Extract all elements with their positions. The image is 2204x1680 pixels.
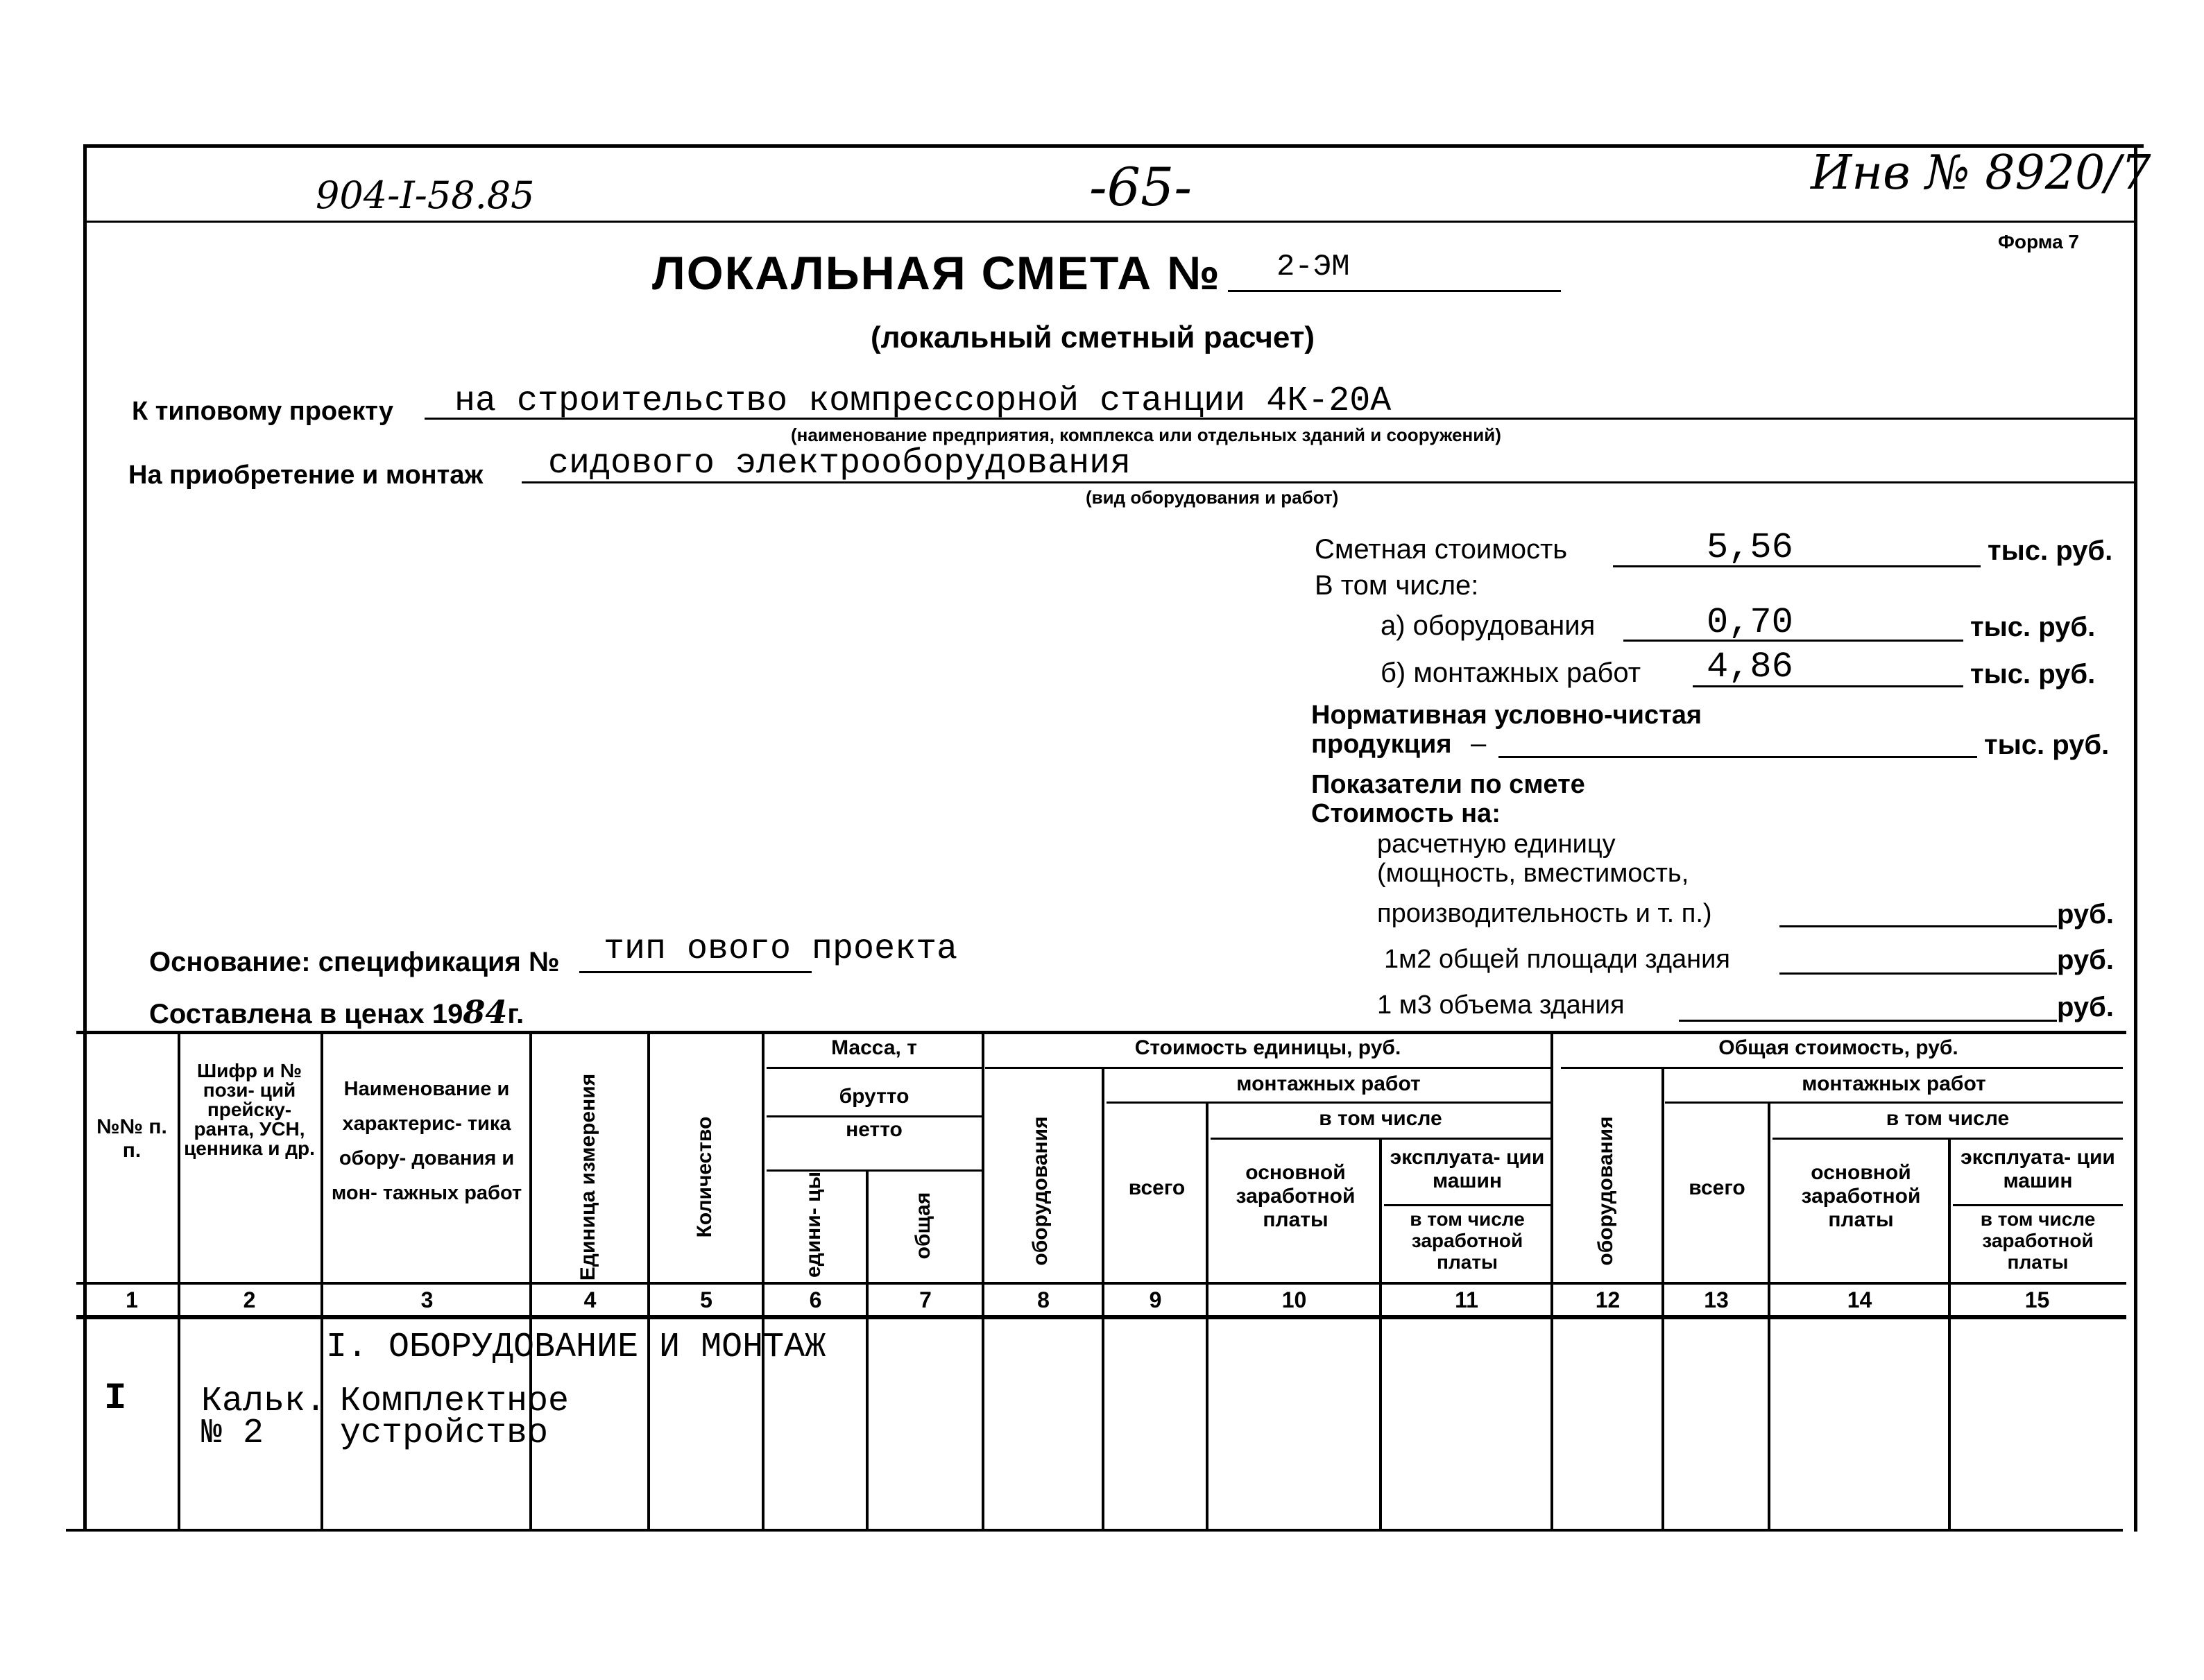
mounting-cost-label: б) монтажных работ — [1381, 658, 1641, 688]
basis-label: Основание: спецификация № — [149, 947, 560, 977]
row-number: I — [104, 1378, 127, 1420]
col-number-7: 7 — [919, 1287, 932, 1312]
total-cost-divider — [1561, 1067, 2123, 1069]
col-sep-12 — [1661, 1067, 1664, 1530]
col-sep-11 — [1551, 1031, 1553, 1530]
col-header-mass: Масса, т — [831, 1036, 917, 1059]
row-code-line-2: № 2 — [201, 1414, 264, 1453]
purchase-value: сидового электрооборудования — [548, 444, 1131, 483]
col-number-2: 2 — [243, 1287, 256, 1312]
mounting-cost-unit: тыс. руб. — [1970, 659, 2096, 689]
prices-year: 84 — [463, 993, 507, 1033]
col-header-total-cost: Общая стоимость, руб. — [1718, 1036, 1958, 1059]
table-bottom-line — [66, 1529, 2123, 1532]
basis-line — [579, 971, 812, 973]
normative-dash: – — [1471, 728, 1487, 759]
col-header-wage-1: основной заработной платы — [1236, 1161, 1356, 1231]
header-divider — [83, 221, 2137, 223]
col-header-code: Шифр и № пози- ций прейску- ранта, УСН, ценника и др. — [184, 1060, 315, 1159]
col-header-unit: Единица измерения — [576, 1073, 599, 1281]
col-header-total-1: всего — [1128, 1176, 1186, 1199]
col-number-6: 6 — [809, 1287, 822, 1312]
col-header-qty: Количество — [693, 1116, 716, 1238]
col-header-netto: нетто — [846, 1118, 903, 1141]
col-header-incl-1: в том числе — [1319, 1107, 1442, 1130]
unit-cost-line — [1779, 925, 2057, 927]
mounting-cost-value: 4,86 — [1707, 646, 1793, 687]
col-number-13: 13 — [1704, 1287, 1729, 1312]
section-title: I. ОБОРУДОВАНИЕ И МОНТАЖ — [326, 1328, 826, 1367]
col-header-mass-total: общая — [912, 1192, 934, 1260]
equipment-cost-label: а) оборудования — [1381, 610, 1596, 641]
col-number-15: 15 — [2024, 1287, 2050, 1312]
page-number: -65- — [1089, 156, 1193, 218]
normative-line — [1498, 756, 1977, 758]
including-label: В том числе: — [1315, 570, 1479, 601]
purchase-line — [522, 481, 2137, 483]
indicators-label: Показатели по смете — [1311, 770, 1585, 799]
col-sep-6 — [866, 1169, 869, 1530]
col-header-num: №№ п. п. — [96, 1115, 167, 1162]
col-number-4: 4 — [583, 1287, 597, 1312]
unit-line-3: производительность и т. п.) — [1377, 899, 1712, 928]
brutto-line — [767, 1115, 982, 1117]
col-header-brutto: брутто — [839, 1085, 909, 1108]
equipment-cost-value: 0,70 — [1707, 602, 1793, 643]
col-header-equip-2: оборудования — [1594, 1116, 1617, 1266]
col-number-3: 3 — [420, 1287, 434, 1312]
col-header-mass-unit: едини- цы — [802, 1171, 825, 1278]
normative-label-1: Нормативная условно-чистая — [1311, 701, 1702, 730]
cost-on-label: Стоимость на: — [1311, 799, 1501, 828]
col-sep-8 — [1102, 1067, 1104, 1530]
inventory-number: Инв № 8920/7 — [1811, 146, 2151, 200]
col-sep-1 — [178, 1031, 180, 1530]
normative-unit: тыс. руб. — [1984, 730, 2110, 760]
mount-divider-1 — [1107, 1102, 1551, 1104]
volume-line — [1679, 1020, 2057, 1022]
col-sep-7 — [982, 1031, 984, 1530]
col-sep-2 — [321, 1031, 323, 1530]
col-sep-9 — [1206, 1102, 1208, 1530]
normative-label-2: продукция — [1311, 730, 1452, 759]
unit-line-2: (мощность, вместимость, — [1377, 859, 1689, 888]
area-label: 1м2 общей площади здания — [1384, 945, 1730, 974]
mass-divider — [767, 1067, 982, 1069]
row-name-line-1: Комплектное — [340, 1382, 570, 1421]
project-note: (наименование предприятия, комплекса или отдельных зданий и сооружений) — [791, 425, 1501, 445]
prices-label: Составлена в ценах 1984г. — [149, 993, 524, 1031]
col-header-wage-2: основной заработной платы — [1801, 1161, 1921, 1231]
col-sep-13 — [1768, 1102, 1770, 1530]
col-header-mount-2: монтажных работ — [1802, 1072, 1986, 1095]
mach-divider-1 — [1384, 1204, 1551, 1206]
unit-line-1: расчетную единицу — [1377, 830, 1616, 859]
unit-cost-divider — [985, 1067, 1551, 1069]
col-header-mach-wage-1: в том числе заработной платы — [1410, 1208, 1525, 1273]
col-header-mach-wage-2: в том числе заработной платы — [1980, 1208, 2096, 1273]
row-code-line-1: Кальк. — [201, 1382, 327, 1421]
area-rub: руб. — [2057, 945, 2114, 975]
frame-right — [2134, 144, 2137, 1532]
col-header-equip-1: оборудования — [1029, 1116, 1052, 1266]
col-number-1: 1 — [126, 1287, 138, 1312]
area-line — [1779, 972, 2057, 975]
form-label: Форма 7 — [1998, 231, 2080, 252]
basis-value: тип ового проекта — [604, 929, 958, 969]
equipment-cost-unit: тыс. руб. — [1970, 612, 2096, 642]
col-number-10: 10 — [1281, 1287, 1307, 1312]
col-header-mount-1: монтажных работ — [1236, 1072, 1421, 1095]
doc-code: 904-I-58.85 — [316, 173, 535, 217]
col-number-8: 8 — [1037, 1287, 1050, 1312]
frame-left — [83, 144, 87, 1532]
col-number-5: 5 — [700, 1287, 712, 1312]
total-cost-unit: тыс. руб. — [1988, 535, 2113, 566]
mount-divider-2 — [1665, 1102, 2123, 1104]
col-number-12: 12 — [1595, 1287, 1621, 1312]
estimate-number-line — [1228, 290, 1561, 292]
volume-rub: руб. — [2057, 992, 2114, 1022]
volume-label: 1 м3 объема здания — [1377, 991, 1625, 1020]
total-cost-line — [1613, 565, 1981, 567]
col-sep-4 — [647, 1031, 650, 1530]
col-number-14: 14 — [1847, 1287, 1872, 1312]
netto-line — [767, 1169, 982, 1172]
col-header-name: Наименование и характерис- тика обору- дования и мон- тажных работ — [331, 1078, 522, 1204]
page-subtitle: (локальный сметный расчет) — [871, 320, 1315, 354]
table-top-line — [76, 1031, 2126, 1034]
col-header-total-2: всего — [1689, 1176, 1745, 1199]
col-header-incl-2: в том числе — [1886, 1107, 2010, 1130]
unit-cost-rub: руб. — [2057, 899, 2114, 929]
purchase-note: (вид оборудования и работ) — [1086, 487, 1339, 508]
total-cost-label: Сметная стоимость — [1315, 534, 1568, 565]
equipment-cost-line — [1623, 640, 1963, 642]
project-line — [425, 418, 2137, 420]
project-label: К типовому проекту — [132, 397, 393, 426]
col-number-11: 11 — [1455, 1287, 1478, 1312]
mach-divider-2 — [1953, 1204, 2123, 1206]
col-header-mach-2: эксплуата- ции машин — [1960, 1146, 2115, 1192]
page-title: ЛОКАЛЬНАЯ СМЕТА № — [652, 247, 1221, 300]
col-number-9: 9 — [1149, 1287, 1162, 1312]
estimate-number: 2-ЭМ — [1276, 250, 1350, 284]
row-name-line-2: устройство — [340, 1414, 549, 1453]
project-value: на строительство компрессорной станции 4К-20А — [454, 382, 1392, 421]
total-cost-value: 5,56 — [1707, 527, 1793, 568]
col-header-unit-cost: Стоимость единицы, руб. — [1134, 1036, 1401, 1059]
purchase-label: На приобретение и монтаж — [128, 461, 484, 490]
col-header-mach-1: эксплуата- ции машин — [1390, 1146, 1545, 1192]
col-sep-3 — [529, 1031, 532, 1530]
col-sep-5 — [762, 1031, 764, 1530]
